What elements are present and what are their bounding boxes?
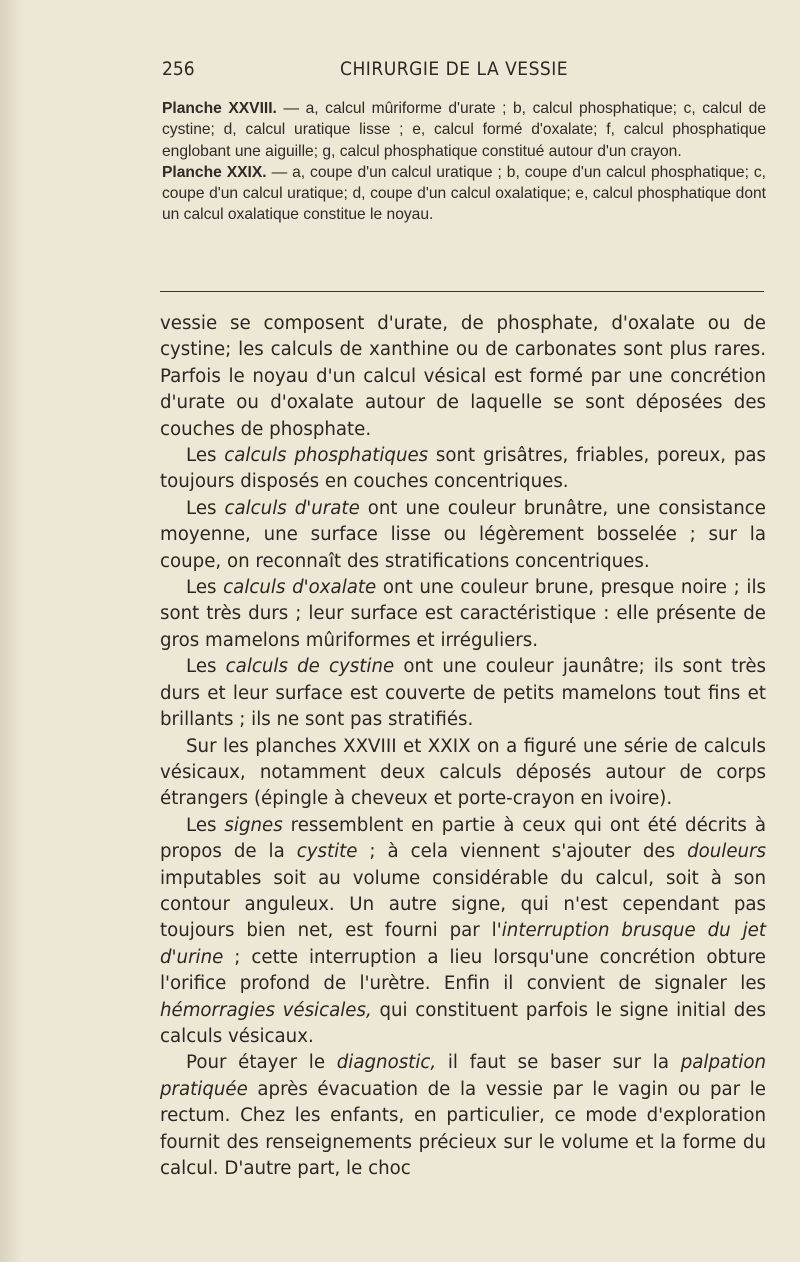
italic-term: calculs d'urate (224, 497, 360, 519)
text-run: Les (186, 577, 224, 599)
text-run: Pour étayer le (186, 1052, 337, 1074)
italic-term: calculs d'oxalate (223, 577, 377, 599)
text-run: sont grisâtres, friables, poreux, pas toujours disposés en couches concentriques. (160, 445, 766, 493)
caption-plate-29 (162, 162, 766, 226)
text-run: Les (186, 445, 225, 467)
text-run: après évacuation de la vessie par le vagin ou par le rectum. Chez les enfants, en particulier, ce mode d'exploration fournit des renseignements précieux sur le volume et la forme du calcul. D'autre part, le choc (160, 1078, 766, 1179)
italic-term: calculs de cystine (225, 656, 395, 678)
paragraph (160, 734, 766, 813)
caption-text: — a, calcul mûriforme d'urate ; b, calcul phosphatique; c, calcul de cystine; d, calcul uratique lisse ; e, calcul formé d'oxalate; f, calcul phosphatique englobant une aiguille; g, calcul phosphatique constitué autour d'un crayon. (162, 100, 766, 160)
paragraph (160, 575, 766, 654)
caption-text: — a, coupe d'un calcul uratique ; b, coupe d'un calcul phosphatique; c, coupe d'un calcul uratique; d, coupe d'un calcul oxalatique; e, calcul phosphatique dont un calcul oxalatique constitue le noyau. (162, 163, 766, 224)
italic-term: diagnostic, (336, 1052, 437, 1074)
caption-plate-label: Planche XXVIII. (162, 100, 277, 117)
separator-rule (160, 291, 764, 292)
text-run: Les (186, 497, 225, 519)
paragraph (160, 311, 766, 443)
text-run: ont une couleur brunâtre, une consistance moyenne, une surface lisse ou légèrement bosselée ; sur la coupe, on reconnaît des stratifications concentriques. (160, 497, 766, 572)
text-run: Les (186, 814, 225, 836)
caption-plate-label: Planche XXIX. (162, 163, 267, 181)
text-run: ont une couleur brune, presque noire ; ils sont très durs ; leur surface est caractéristique : elle présente de gros mamelons mûriformes et irréguliers. (160, 577, 766, 651)
text-run: ressemblent en partie à ceux qui ont été décrits à propos de la (160, 814, 766, 863)
text-run: imputables soit au volume considérable du calcul, soit à son contour anguleux. Un autre signe, qui n'est cependant pas toujours bien net, est fourni par l' (160, 867, 766, 942)
text-run: ont une couleur jaunâtre; ils sont très durs et leur surface est couverte de petits mamelons tout fins et brillants ; ils ne sont pas stratifiés. (160, 656, 767, 731)
body-text (160, 311, 766, 1182)
text-run: qui constituent parfois le signe initial des calculs vésicaux. (160, 999, 766, 1047)
italic-term: signes (224, 814, 283, 836)
text-run: ; à cela viennent s'ajouter des (357, 841, 688, 863)
paragraph (160, 654, 766, 733)
running-header (162, 58, 764, 86)
paragraph (160, 813, 766, 1051)
running-title: CHIRURGIE DE LA VESSIE (340, 58, 569, 80)
text-run: vessie se composent d'urate, de phosphate, d'oxalate ou de cystine; les calculs de xanthine ou de carbonates sont plus rares. Parfois le noyau d'un calcul vésical est formé par une concrétion d'urate ou d'oxalate autour de laquelle se sont déposées des couches de phosphate. (160, 313, 766, 440)
caption-plate-28 (162, 98, 766, 162)
text-run: Sur les planches XXVIII et XXIX on a figuré une série de calculs vésicaux, notamment deux calculs déposés autour de corps étrangers (épingle à cheveux et porte-crayon en ivoire). (160, 735, 766, 810)
page-number: 256 (162, 58, 195, 80)
text-run: Les (186, 656, 226, 678)
text-run: il faut se baser sur la (436, 1052, 681, 1074)
paragraph (160, 1050, 766, 1182)
paragraph (160, 496, 766, 575)
italic-term: calculs phosphatiques (224, 445, 429, 467)
text-run: ; cette interruption a lieu lorsqu'une concrétion obture l'orifice profond de l'urètre. Enfin il convient de signaler les (160, 946, 766, 995)
italic-term: palpation pratiquée (160, 1052, 766, 1100)
italic-term: interruption brusque du jet d'urine (160, 920, 766, 968)
page-binding-edge (0, 0, 22, 1262)
plate-captions (162, 98, 766, 226)
italic-term: hémorragies vésicales, (160, 999, 372, 1021)
italic-term: cystite (296, 841, 358, 863)
paragraph (160, 443, 766, 496)
italic-term: douleurs (687, 841, 766, 863)
